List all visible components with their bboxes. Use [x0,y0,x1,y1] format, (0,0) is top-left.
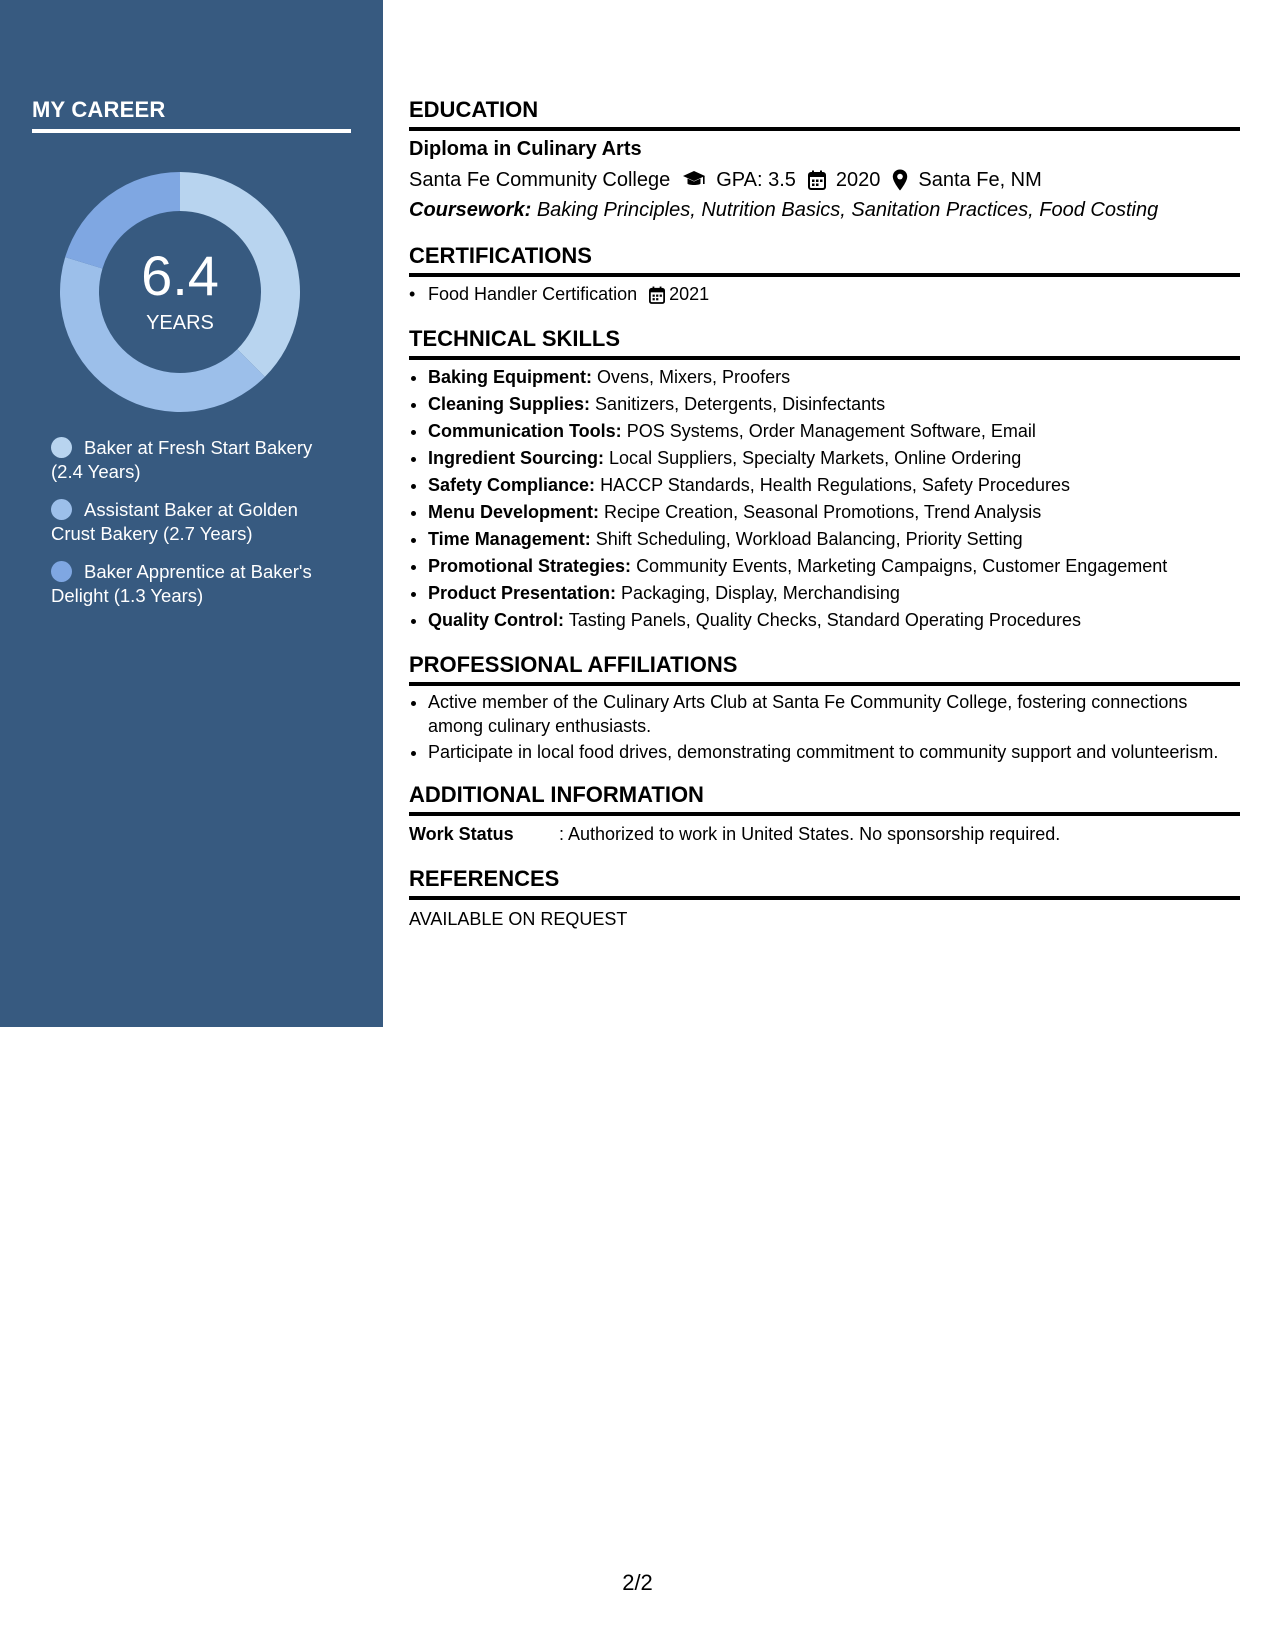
affiliations-section [409,648,1240,764]
certification-year: 2021 [669,284,710,304]
affiliation-item: • Active member of the Culinary Arts Club at Santa Fe Community College, fostering connections among culinary enthusiasts. [428,690,1240,738]
references-section [409,862,1240,933]
skill-label: Promotional Strategies: [428,556,632,576]
work-status-value: : Authorized to work in United States. No sponsorship required. [559,824,1061,844]
graduation-cap-icon [682,170,706,190]
location-pin-icon [892,169,908,191]
skill-label: Quality Control: [428,610,564,630]
career-legend-item [51,560,321,608]
skill-label: Ingredient Sourcing: [428,448,605,468]
career-legend-item [51,436,321,484]
career-legend-item [51,498,321,546]
career-total-value: 6.4 [141,244,219,307]
resume-main [409,93,1240,933]
education-meta [409,164,1240,196]
certifications-list [409,281,1240,308]
skills-list [409,364,1240,634]
career-legend-label: Baker Apprentice at Baker's Delight (1.3 Years) [51,561,312,606]
legend-dot-icon [51,437,72,458]
skill-label: Cleaning Supplies: [428,394,591,414]
additional-info-section [409,778,1240,848]
skill-item [428,418,1240,445]
calendar-icon [808,170,826,190]
skill-value: Community Events, Marketing Campaigns, Customer Engagement [636,556,1168,576]
legend-dot-icon [51,561,72,582]
skill-label: Baking Equipment: [428,367,593,387]
skill-item [428,364,1240,391]
skill-label: Communication Tools: [428,421,622,441]
education-school: Santa Fe Community College [409,169,671,191]
skills-heading: TECHNICAL SKILLS [409,322,1240,360]
certification-item [428,281,1240,308]
certifications-heading: CERTIFICATIONS [409,239,1240,277]
skills-section [409,322,1240,634]
affiliations-heading: PROFESSIONAL AFFILIATIONS [409,648,1240,686]
skill-item [428,580,1240,607]
skill-value: Packaging, Display, Merchandising [621,583,900,603]
certifications-section [409,239,1240,308]
skill-value: Recipe Creation, Seasonal Promotions, Trend Analysis [604,502,1042,522]
career-legend-label: Baker at Fresh Start Bakery (2.4 Years) [51,437,313,482]
career-sidebar [0,0,383,1027]
career-legend [51,436,321,622]
skill-label: Menu Development: [428,502,600,522]
skill-item [428,553,1240,580]
skill-value: Shift Scheduling, Workload Balancing, Priority Setting [595,529,1023,549]
skill-item [428,445,1240,472]
skill-value: Local Suppliers, Specialty Markets, Online Ordering [609,448,1022,468]
legend-dot-icon [51,499,72,520]
skill-label: Product Presentation: [428,583,617,603]
additional-info-heading: ADDITIONAL INFORMATION [409,778,1240,816]
skill-item [428,391,1240,418]
skill-label: Time Management: [428,529,591,549]
coursework-label: Coursework: [409,199,532,221]
skill-item [428,499,1240,526]
skill-value: Sanitizers, Detergents, Disinfectants [595,394,886,414]
affiliations-list [409,690,1240,764]
education-degree: Diploma in Culinary Arts [409,138,642,160]
career-title-rule [32,129,351,133]
references-heading: REFERENCES [409,862,1240,900]
education-coursework [409,196,1240,225]
work-status-label: Work Status [409,824,514,844]
education-location: Santa Fe, NM [918,169,1042,191]
skill-value: Tasting Panels, Quality Checks, Standard Operating Procedures [568,610,1081,630]
skill-item [428,526,1240,553]
skill-item [428,472,1240,499]
certification-name: • Food Handler Certification [428,284,638,304]
skill-value: POS Systems, Order Management Software, Email [626,421,1036,441]
career-title: MY CAREER [32,97,166,122]
career-legend-label: Assistant Baker at Golden Crust Bakery (2.7 Years) [51,499,298,544]
affiliation-item: • Participate in local food drives, demonstrating commitment to community support and volunteerism. [428,740,1240,764]
skill-item [428,607,1240,634]
skill-label: Safety Compliance: [428,475,596,495]
education-gpa: GPA: 3.5 [716,169,796,191]
calendar-icon [649,286,665,304]
skill-value: HACCP Standards, Health Regulations, Safety Procedures [600,475,1070,495]
skill-value: Ovens, Mixers, Proofers [597,367,791,387]
education-section [409,93,1240,225]
education-heading: EDUCATION [409,93,1240,131]
coursework-list: Baking Principles, Nutrition Basics, Sanitation Practices, Food Costing [536,199,1159,221]
education-year: 2020 [835,169,881,191]
references-text: AVAILABLE ON REQUEST [409,909,628,929]
career-total-unit: YEARS [146,312,214,334]
page-number: 2/2 [622,1570,653,1595]
work-status-row [409,821,1240,848]
